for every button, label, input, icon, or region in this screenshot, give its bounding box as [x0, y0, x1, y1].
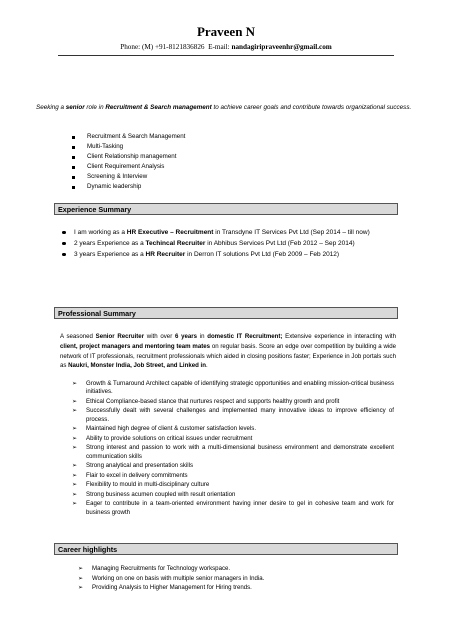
summary-item: ➢ Eager to contribute in a team-oriented environment having inner desire to gel in cohesive team and work for business growth [72, 500, 394, 516]
contact-line [0, 43, 452, 51]
round-bullet-icon [62, 231, 66, 235]
round-bullet-icon [62, 253, 66, 257]
arrow-bullet-icon: ➢ [72, 501, 78, 508]
highlight-item: ➢ Working on one on basis with multiple senior managers in India. [78, 574, 265, 582]
summary-item: ➢ Growth & Turnaround Architect capable of identifying strategic opportunities and enabling mission-critical business initiatives. [72, 380, 394, 396]
skill-item: Multi-Tasking [72, 142, 185, 152]
square-bullet-icon [72, 176, 75, 179]
section-heading-professional-summary: Professional Summary [54, 307, 398, 319]
square-bullet-icon [72, 186, 75, 189]
section-heading-career-highlights: Career highlights [54, 543, 398, 555]
arrow-bullet-icon: ➢ [78, 585, 84, 591]
skill-item: Client Relationship management [72, 152, 185, 162]
experience-item: 2 years Experience as a Techincal Recruiter in Abhibus Services Pvt Ltd (Feb 2012 – Sep 2014) [62, 239, 402, 249]
career-highlights-list [78, 565, 400, 594]
arrow-bullet-icon: ➢ [72, 491, 78, 498]
skill-item: Recruitment & Search Management [72, 132, 185, 142]
round-bullet-icon [62, 242, 66, 246]
highlight-item: ➢ Managing Recruitments for Technology workspace. [78, 565, 231, 572]
summary-item: ➢ Strong interest and passion to work with a multi-dimensional business environment and demonstrate excellent communication skills [72, 444, 394, 460]
summary-item: ➢ Ability to provide solutions on critical issues under recruitment [72, 434, 253, 442]
arrow-bullet-icon: ➢ [72, 435, 78, 442]
arrow-bullet-icon: ➢ [72, 445, 78, 452]
professional-summary-list [72, 380, 394, 518]
arrow-bullet-icon: ➢ [78, 566, 84, 572]
experience-item: I am working as a HR Executive – Recruitment in Transdyne IT Services Pvt Ltd (Sep 2014 – till now) [62, 228, 402, 238]
summary-item: ➢ Strong business acumen coupled with result orientation [72, 490, 236, 498]
email-address: nandagiripraveenhr@gmail.com [231, 43, 332, 51]
summary-item: ➢ Successfully dealt with several challenges and implemented many innovative ideas to improve efficiency of process. [72, 407, 394, 423]
arrow-bullet-icon: ➢ [72, 482, 78, 489]
summary-item: ➢ Flexibility to mould in multi-disciplinary culture [72, 481, 210, 489]
header-divider [58, 55, 394, 56]
experience-item: 3 years Experience as a HR Recruiter in Derron IT solutions Pvt Ltd (Feb 2009 – Feb 2012) [62, 250, 402, 260]
arrow-bullet-icon: ➢ [72, 398, 78, 405]
summary-item: ➢ Flair to excel in delivery commitments [72, 471, 188, 479]
experience-list [62, 228, 402, 261]
key-skills-list [72, 132, 185, 192]
square-bullet-icon [72, 136, 75, 139]
arrow-bullet-icon: ➢ [72, 426, 78, 433]
arrow-bullet-icon: ➢ [72, 408, 78, 415]
section-heading-experience: Experience Summary [54, 203, 398, 215]
skill-item: Client Requirement Analysis [72, 162, 185, 172]
square-bullet-icon [72, 146, 75, 149]
candidate-name: Praveen N [196, 24, 256, 39]
arrow-bullet-icon: ➢ [72, 463, 78, 470]
career-objective: Seeking a senior role in Recruitment & Search management to achieve career goals and contribute towards organizational success. [36, 104, 412, 111]
summary-item: ➢ Maintained high degree of client & customer satisfaction levels. [72, 425, 257, 433]
arrow-bullet-icon: ➢ [72, 381, 78, 387]
arrow-bullet-icon: ➢ [78, 575, 84, 582]
professional-summary-paragraph: A seasoned Senior Recruiter with over 6 years in domestic IT Recruitment; Extensive experience in interacting with client, project managers and mentoring team mates on regular basis. Score an edge over competition by building a wide network of IT professionals, recruitment professionals which aided in closing positions faster; Experience in Job portals such as Naukri, Monster India, Job Street, and Linked in. [60, 333, 397, 370]
square-bullet-icon [72, 166, 75, 169]
skill-item: Screening & Interview [72, 172, 185, 182]
skill-item: Dynamic leadership [72, 182, 185, 192]
arrow-bullet-icon: ➢ [72, 472, 78, 479]
phone: Phone: (M) +91-8121836826 [120, 43, 205, 51]
summary-item: ➢ Ethical Compliance-based stance that nurtures respect and supports healthy growth and profit [72, 397, 340, 405]
summary-item: ➢ Strong analytical and presentation skills [72, 462, 194, 470]
email-label: E-mail: [208, 43, 230, 51]
highlight-item: ➢ Providing Analysis to Higher Management for Hiring trends. [78, 584, 252, 591]
square-bullet-icon [72, 156, 75, 159]
